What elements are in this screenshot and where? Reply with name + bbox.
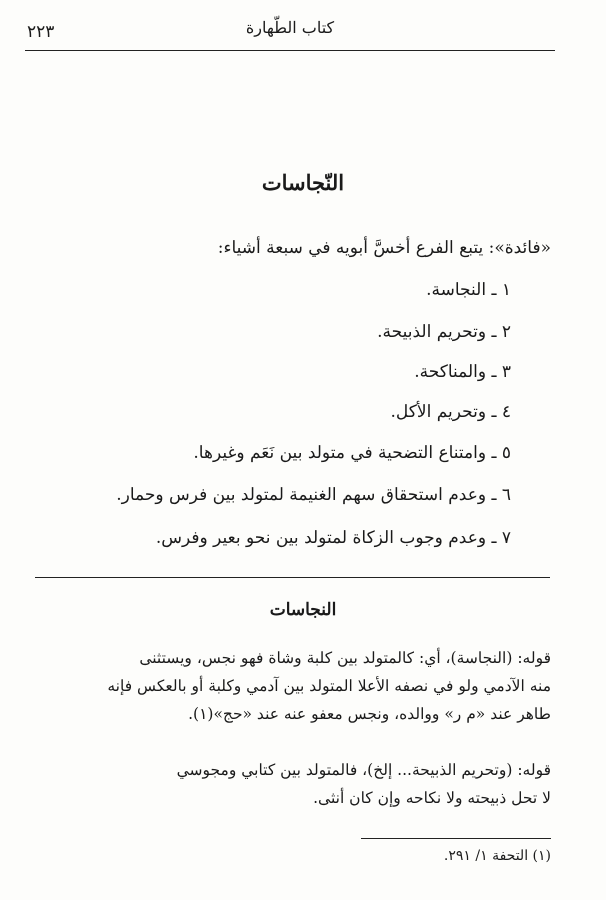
page-number: ٢٢٣ [27,22,55,42]
commentary-paragraph-1 [31,644,551,728]
page-header [25,10,555,51]
paragraph-line: قوله: (النجاسة)، أي: كالمتولد بين كلبة وشاة فهو نجس، ويستثنى [139,649,551,667]
list-item: ٢ ـ وتحريم الذبيحة. [377,322,511,342]
footnote: (١) التحفة ١/ ٢٩١. [443,848,551,864]
chapter-title: النّجاسات [261,170,345,195]
list-item: ٤ ـ وتحريم الأكل. [390,402,511,422]
section-divider [35,577,550,578]
list-item: ٥ ـ وامتناع التضحية في متولد بين نَعَم وغيرها. [193,443,511,463]
list-item: ٣ ـ والمناكحة. [414,362,511,382]
list-item: ٦ ـ وعدم استحقاق سهم الغنيمة لمتولد بين فرس وحمار. [116,485,511,505]
paragraph-line: منه الآدمي ولو في نصفه الأعلا المتولد بين آدمي وكلبة أو بالعكس فإنه [107,677,551,695]
paragraph-line: قوله: (وتحريم الذبيحة... إلخ)، فالمتولد بين كتابي ومجوسي [176,761,551,779]
commentary-title: النجاسات [269,600,337,620]
running-head: كتاب الطّهارة [245,18,335,37]
paragraph-line: طاهر عند «م ر» ووالده، ونجس معفو عنه عند «حج»(١). [188,705,551,723]
paragraph-line: لا تحل ذبيحته ولا نكاحه وإن كان أنثى. [313,789,551,807]
footnote-rule [361,838,551,839]
intro-line: «فائدة»: يتبع الفرع أخسَّ أبويه في سبعة أشياء: [217,238,551,258]
list-item: ١ ـ النجاسة. [426,280,511,300]
list-item: ٧ ـ وعدم وجوب الزكاة لمتولد بين نحو بعير وفرس. [155,528,511,548]
commentary-paragraph-2 [31,756,551,812]
